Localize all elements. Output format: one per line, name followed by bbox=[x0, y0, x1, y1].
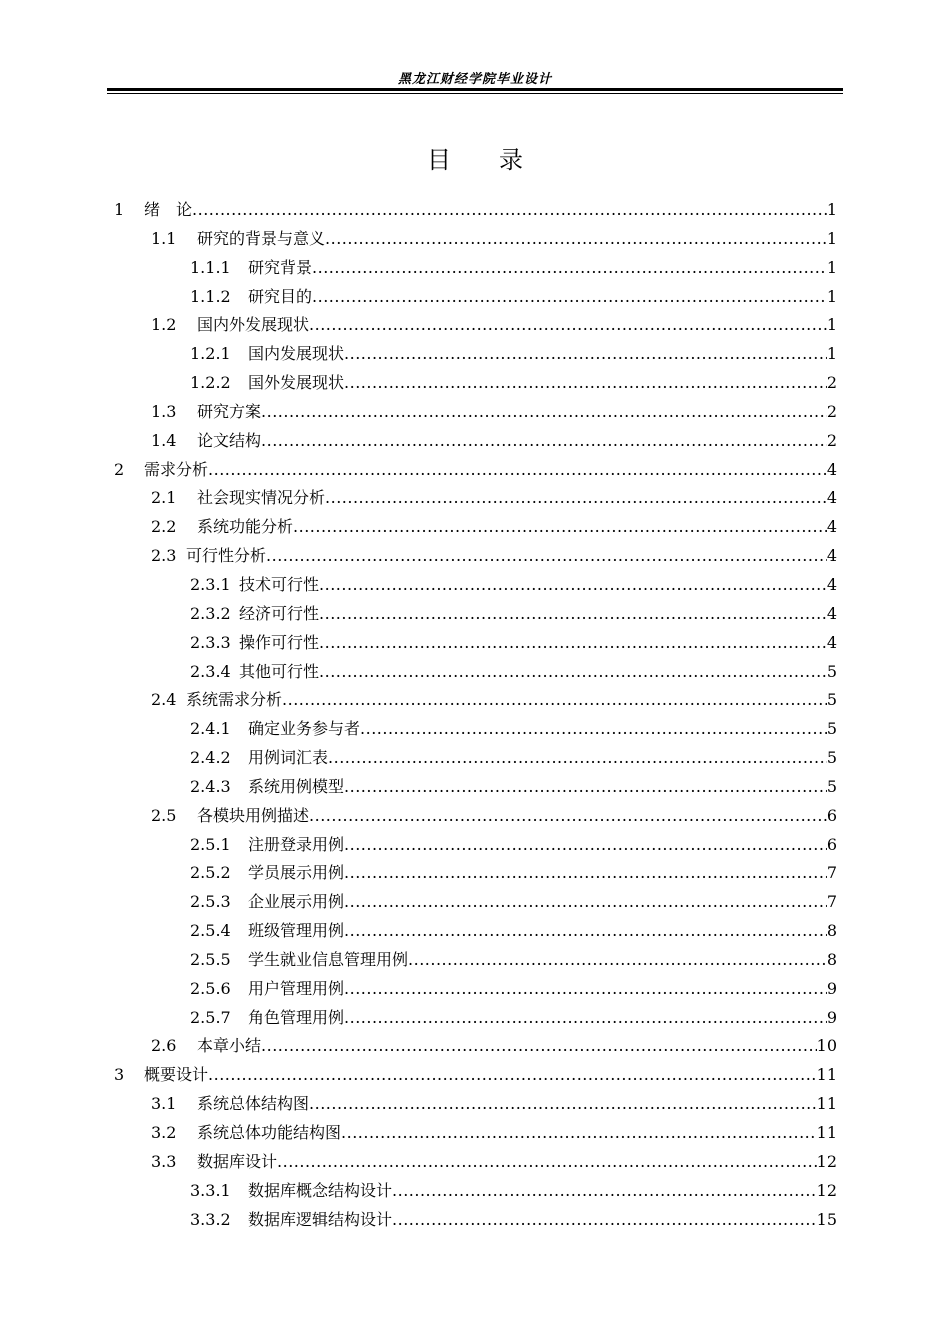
toc-entry[interactable] bbox=[0, 715, 950, 744]
toc-entry-page: 5 bbox=[826, 690, 837, 710]
toc-entry-title: 企业展示用例 bbox=[248, 892, 345, 912]
toc-entry-page: 9 bbox=[826, 978, 837, 998]
toc-heading bbox=[0, 140, 950, 175]
toc-entry-title: 确定业务参与者 bbox=[248, 719, 361, 739]
toc-entry-title: 国内发展现状 bbox=[248, 344, 345, 364]
toc-entry-number: 2.3.1 bbox=[190, 574, 231, 594]
toc-dot-leader bbox=[319, 600, 827, 629]
toc-entry[interactable] bbox=[0, 1206, 950, 1235]
toc-entry[interactable] bbox=[0, 1004, 950, 1033]
toc-dot-leader bbox=[277, 1148, 817, 1177]
toc-entry-number: 1.2.2 bbox=[190, 373, 231, 393]
toc-entry-page: 7 bbox=[826, 863, 837, 883]
toc-entry-page: 1 bbox=[826, 257, 837, 277]
toc-dot-leader bbox=[392, 1177, 817, 1206]
toc-dot-leader bbox=[392, 1206, 817, 1235]
toc-dot-leader bbox=[192, 196, 827, 225]
toc-dot-leader bbox=[208, 456, 827, 485]
toc-entry-page: 2 bbox=[826, 401, 837, 421]
header-rule-thick bbox=[107, 88, 843, 91]
toc-entry-number: 2.4.2 bbox=[190, 748, 231, 768]
toc-entry-title: 经济可行性 bbox=[239, 603, 320, 623]
toc-heading-char: 录 bbox=[499, 146, 523, 174]
toc-entry-number: 2.5.2 bbox=[190, 863, 231, 883]
toc-entry-title: 系统总体功能结构图 bbox=[197, 1123, 342, 1142]
toc-entry[interactable] bbox=[0, 917, 950, 946]
toc-entry[interactable] bbox=[0, 283, 950, 312]
toc-entry-title: 本章小结 bbox=[197, 1036, 262, 1056]
toc-entry-title: 数据库设计 bbox=[197, 1151, 278, 1171]
toc-dot-leader bbox=[325, 484, 827, 513]
toc-dot-leader bbox=[344, 369, 827, 398]
toc-dot-leader bbox=[344, 888, 827, 917]
toc-entry-title: 用例词汇表 bbox=[248, 748, 329, 768]
toc-entry-title: 系统总体结构图 bbox=[197, 1094, 310, 1114]
toc-dot-leader bbox=[312, 283, 827, 312]
toc-entry[interactable] bbox=[0, 773, 950, 802]
toc-entry[interactable] bbox=[0, 196, 950, 225]
toc-entry-number: 1.1 bbox=[151, 228, 177, 248]
toc-entry-page: 5 bbox=[826, 661, 837, 681]
toc-entry[interactable] bbox=[0, 1148, 950, 1177]
toc-dot-leader bbox=[282, 686, 827, 715]
toc-entry-title: 注册登录用例 bbox=[248, 834, 345, 854]
toc-dot-leader bbox=[208, 1061, 817, 1090]
toc-dot-leader bbox=[360, 715, 827, 744]
toc-entry-number: 2.3.4 bbox=[190, 661, 231, 681]
toc-entry-title: 系统需求分析 bbox=[186, 690, 283, 710]
toc-entry[interactable] bbox=[0, 1090, 950, 1119]
toc-entry-number: 2.5.4 bbox=[190, 921, 231, 941]
toc-dot-leader bbox=[344, 917, 827, 946]
toc-entry-number: 2.2 bbox=[151, 517, 177, 537]
toc-entry-number: 1.1.1 bbox=[190, 257, 231, 277]
toc-entry-title: 国外发展现状 bbox=[248, 373, 345, 393]
toc-entry-number: 2.4.3 bbox=[190, 776, 231, 796]
toc-entry-title: 角色管理用例 bbox=[248, 1007, 345, 1027]
toc-dot-leader bbox=[344, 975, 827, 1004]
toc-entry-number: 3.3.2 bbox=[190, 1209, 231, 1229]
toc-entry-title: 绪 论 bbox=[144, 200, 193, 219]
toc-entry-title: 用户管理用例 bbox=[248, 978, 345, 998]
toc-entry-number: 2 bbox=[114, 459, 125, 479]
toc-entry-page: 5 bbox=[826, 748, 837, 768]
toc-dot-leader bbox=[309, 311, 827, 340]
toc-dot-leader bbox=[266, 542, 827, 571]
toc-entry-page: 2 bbox=[826, 373, 837, 393]
toc-dot-leader bbox=[319, 571, 827, 600]
toc-entry[interactable] bbox=[0, 859, 950, 888]
toc-entry-page: 1 bbox=[826, 228, 837, 248]
toc-entry-number: 3.3.1 bbox=[190, 1180, 231, 1200]
toc-entry[interactable] bbox=[0, 311, 950, 340]
toc-entry-page: 15 bbox=[816, 1209, 837, 1229]
toc-entry-number: 1.3 bbox=[151, 401, 177, 421]
toc-entry-page: 6 bbox=[826, 834, 837, 854]
toc-entry[interactable] bbox=[0, 1061, 950, 1090]
toc-dot-leader bbox=[261, 427, 827, 456]
toc-dot-leader bbox=[344, 773, 827, 802]
toc-entry-page: 12 bbox=[816, 1180, 837, 1200]
toc-entry-page: 4 bbox=[826, 488, 837, 508]
toc-entry-title: 操作可行性 bbox=[239, 632, 320, 652]
toc-dot-leader bbox=[319, 658, 827, 687]
toc-entry-page: 8 bbox=[826, 949, 837, 969]
toc-entry-number: 2.3.2 bbox=[190, 603, 231, 623]
header-rule-thin bbox=[107, 93, 843, 94]
toc-entry-number: 3.2 bbox=[151, 1123, 177, 1142]
toc-entry[interactable] bbox=[0, 513, 950, 542]
toc-dot-leader bbox=[261, 1032, 817, 1061]
toc-entry[interactable] bbox=[0, 398, 950, 427]
toc-entry-title: 研究方案 bbox=[197, 401, 262, 421]
toc-entry-number: 2.5 bbox=[151, 805, 177, 825]
toc-entry-number: 2.1 bbox=[151, 488, 177, 508]
toc-entry-title: 学员展示用例 bbox=[248, 863, 345, 883]
toc-entry[interactable] bbox=[0, 1119, 950, 1148]
toc-entry-page: 9 bbox=[826, 1007, 837, 1027]
toc-entry[interactable] bbox=[0, 600, 950, 629]
toc-entry-page: 4 bbox=[826, 546, 837, 566]
toc-entry-title: 研究的背景与意义 bbox=[197, 228, 326, 248]
toc-entry[interactable] bbox=[0, 686, 950, 715]
toc-entry-title: 学生就业信息管理用例 bbox=[248, 949, 409, 969]
toc-entry[interactable] bbox=[0, 831, 950, 860]
toc-entry-page: 10 bbox=[816, 1036, 837, 1056]
table-of-contents bbox=[0, 196, 950, 1234]
toc-dot-leader bbox=[325, 225, 827, 254]
toc-entry-page: 11 bbox=[816, 1123, 837, 1142]
toc-entry[interactable] bbox=[0, 571, 950, 600]
toc-entry-title: 论文结构 bbox=[197, 430, 262, 450]
toc-entry-number: 1 bbox=[114, 200, 125, 219]
toc-entry-number: 1.1.2 bbox=[190, 286, 231, 306]
toc-entry-number: 2.5.3 bbox=[190, 892, 231, 912]
toc-entry-number: 1.2.1 bbox=[190, 344, 231, 364]
toc-entry-page: 4 bbox=[826, 517, 837, 537]
toc-entry[interactable] bbox=[0, 975, 950, 1004]
toc-entry-number: 1.4 bbox=[151, 430, 177, 450]
toc-entry[interactable] bbox=[0, 340, 950, 369]
toc-entry-number: 3 bbox=[114, 1065, 125, 1085]
toc-entry-page: 4 bbox=[826, 632, 837, 652]
toc-entry[interactable] bbox=[0, 802, 950, 831]
toc-entry-page: 5 bbox=[826, 719, 837, 739]
toc-dot-leader bbox=[312, 254, 827, 283]
page-header-title: 黑龙江财经学院毕业设计 bbox=[397, 72, 552, 87]
toc-entry-number: 2.4 bbox=[151, 690, 177, 710]
toc-entry-title: 数据库概念结构设计 bbox=[248, 1180, 393, 1200]
toc-entry-title: 各模块用例描述 bbox=[197, 805, 310, 825]
toc-entry[interactable] bbox=[0, 542, 950, 571]
toc-entry-title: 班级管理用例 bbox=[248, 921, 345, 941]
toc-entry-title: 需求分析 bbox=[144, 459, 209, 479]
toc-entry[interactable] bbox=[0, 946, 950, 975]
toc-entry-page: 1 bbox=[826, 200, 837, 219]
toc-entry[interactable] bbox=[0, 888, 950, 917]
toc-entry-number: 2.3.3 bbox=[190, 632, 231, 652]
toc-entry-title: 数据库逻辑结构设计 bbox=[248, 1209, 393, 1229]
toc-entry-title: 其他可行性 bbox=[239, 661, 320, 681]
toc-entry-number: 3.3 bbox=[151, 1151, 177, 1171]
toc-entry-page: 2 bbox=[826, 430, 837, 450]
toc-entry-page: 1 bbox=[826, 286, 837, 306]
toc-entry-number: 3.1 bbox=[151, 1094, 177, 1114]
toc-entry-page: 4 bbox=[826, 574, 837, 594]
toc-entry[interactable] bbox=[0, 1032, 950, 1061]
toc-entry-title: 系统功能分析 bbox=[197, 517, 294, 537]
toc-entry[interactable] bbox=[0, 427, 950, 456]
toc-dot-leader bbox=[344, 831, 827, 860]
toc-entry-title: 研究目的 bbox=[248, 286, 313, 306]
toc-entry-title: 可行性分析 bbox=[186, 546, 267, 566]
toc-entry-page: 12 bbox=[816, 1151, 837, 1171]
toc-dot-leader bbox=[293, 513, 827, 542]
toc-entry-page: 1 bbox=[826, 344, 837, 364]
toc-entry-page: 11 bbox=[816, 1094, 837, 1114]
toc-dot-leader bbox=[328, 744, 827, 773]
toc-entry-title: 国内外发展现状 bbox=[197, 315, 310, 335]
toc-entry[interactable] bbox=[0, 1177, 950, 1206]
toc-entry-page: 5 bbox=[826, 776, 837, 796]
toc-entry-number: 2.3 bbox=[151, 546, 177, 566]
toc-entry-number: 2.5.1 bbox=[190, 834, 231, 854]
toc-dot-leader bbox=[344, 1004, 827, 1033]
toc-entry-number: 2.5.5 bbox=[190, 949, 231, 969]
toc-entry-title: 概要设计 bbox=[144, 1065, 209, 1085]
toc-entry-number: 2.4.1 bbox=[190, 719, 231, 739]
toc-dot-leader bbox=[319, 629, 827, 658]
toc-heading-char: 目 bbox=[427, 146, 451, 174]
toc-entry-title: 技术可行性 bbox=[239, 574, 320, 594]
toc-dot-leader bbox=[309, 1090, 817, 1119]
toc-entry-page: 11 bbox=[816, 1065, 837, 1085]
toc-entry[interactable] bbox=[0, 744, 950, 773]
toc-entry-page: 1 bbox=[826, 315, 837, 335]
toc-entry-number: 2.5.6 bbox=[190, 978, 231, 998]
toc-dot-leader bbox=[344, 859, 827, 888]
toc-entry-page: 6 bbox=[826, 805, 837, 825]
toc-entry-page: 7 bbox=[826, 892, 837, 912]
toc-dot-leader bbox=[408, 946, 827, 975]
toc-entry-number: 2.5.7 bbox=[190, 1007, 231, 1027]
toc-dot-leader bbox=[341, 1119, 817, 1148]
toc-dot-leader bbox=[309, 802, 827, 831]
toc-dot-leader bbox=[261, 398, 827, 427]
toc-entry-number: 1.2 bbox=[151, 315, 177, 335]
toc-entry[interactable] bbox=[0, 658, 950, 687]
toc-entry-title: 系统用例模型 bbox=[248, 776, 345, 796]
toc-entry[interactable] bbox=[0, 225, 950, 254]
toc-entry-title: 社会现实情况分析 bbox=[197, 488, 326, 508]
toc-entry[interactable] bbox=[0, 369, 950, 398]
toc-entry[interactable] bbox=[0, 484, 950, 513]
toc-entry-title: 研究背景 bbox=[248, 257, 313, 277]
toc-entry[interactable] bbox=[0, 254, 950, 283]
toc-entry-number: 2.6 bbox=[151, 1036, 177, 1056]
toc-entry-page: 4 bbox=[826, 459, 837, 479]
toc-entry[interactable] bbox=[0, 456, 950, 485]
toc-dot-leader bbox=[344, 340, 827, 369]
toc-entry-page: 8 bbox=[826, 921, 837, 941]
toc-entry[interactable] bbox=[0, 629, 950, 658]
toc-entry-page: 4 bbox=[826, 603, 837, 623]
